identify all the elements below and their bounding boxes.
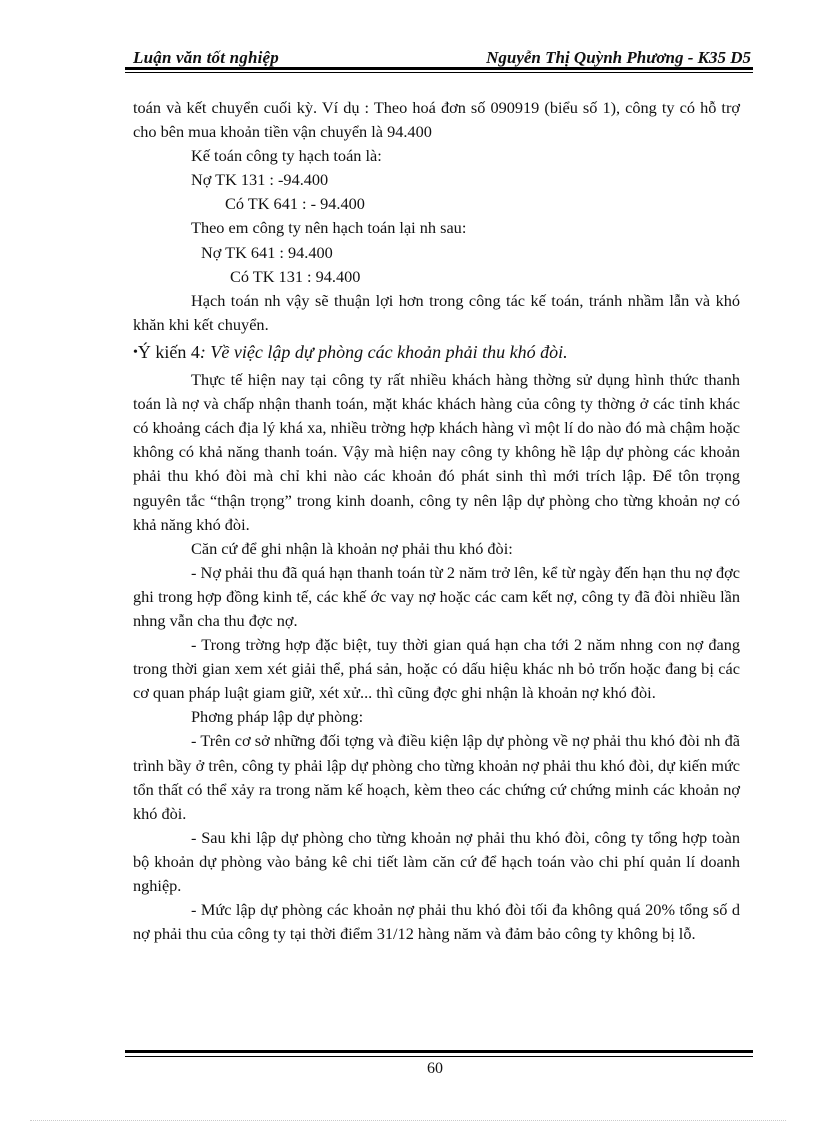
header-rule-thick xyxy=(125,67,753,70)
paragraph: - Trên cơ sở những đối tợng và điều kiện lập dự phòng về nợ phải thu khó đòi nh đã trình bầy ở trên, công ty phải lập dự phòng cho từng khoản nợ phải thu khó đòi, dự kiến mức tổn thất có thể xảy ra trong năm kế hoạch, kèm theo các chứng cứ chứng minh các khoản nợ khó đòi. xyxy=(133,731,740,823)
page-body xyxy=(133,96,740,946)
footer-rule-thin xyxy=(125,1056,753,1057)
page-edge-divider xyxy=(30,1120,786,1121)
paragraph: - Trong trờng hợp đặc biệt, tuy thời gian quá hạn cha tới 2 năm nhng con nợ đang trong thời gian xem xét giải thể, phá sản, hoặc có dấu hiệu khác nh bỏ trốn hoặc đang bị các cơ quan pháp luật giam giữ, xét xử... thì cũng đợc ghi nhận là khoản nợ khó đòi. xyxy=(133,635,740,703)
paragraph: - Sau khi lập dự phòng cho từng khoản nợ phải thu khó đòi, công ty tổng hợp toàn bộ khoản dự phòng vào bảng kê chi tiết làm căn cứ để hạch toán vào chi phí quản lí doanh nghiệp. xyxy=(133,827,740,895)
paragraph: Hạch toán nh vậy sẽ thuận lợi hơn trong công tác kế toán, tránh nhầm lẫn và khó khăn khi kết chuyển. xyxy=(133,290,740,334)
section-heading xyxy=(133,340,740,365)
journal-entry-credit: Có TK 131 : 94.400 xyxy=(230,266,361,286)
bullet-icon: • xyxy=(133,344,138,360)
paragraph: Thực tế hiện nay tại công ty rất nhiều khách hàng thờng sử dụng hình thức thanh toán là nợ và chấp nhận thanh toán, mặt khác khách hàng của công ty thờng ở các tỉnh khác có khoảng cách địa lý khá xa, nhiều trờng hợp khách hàng vì một lí do nào đó mà chậm hoặc không có khả năng thanh toán. Vậy mà hiện nay công ty không hề lập dự phòng các khoản phải thu khó đòi mà chỉ khi nào các khoản đó phát sinh thì mới trích lập. Để tôn trọng nguyên tắc “thận trọng” trong kinh doanh, công ty nên lập dự phòng cho từng khoản nợ có khả năng khó đòi. xyxy=(133,370,740,534)
paragraph: Theo em công ty nên hạch toán lại nh sau: xyxy=(191,218,467,238)
header-author: Nguyễn Thị Quỳnh Phương - K35 D5 xyxy=(486,48,751,67)
paragraph: Phơng pháp lập dự phòng: xyxy=(191,707,364,727)
page-number: 60 xyxy=(427,1060,443,1077)
paragraph: - Nợ phải thu đã quá hạn thanh toán từ 2 năm trở lên, kể từ ngày đến hạn thu nợ đợc ghi trong hợp đồng kinh tế, các khế ớc vay nợ hoặc các cam kết nợ, công ty đã đòi nhiều lần nhng vẫn cha thu đợc nợ. xyxy=(133,562,740,630)
paragraph: - Mức lập dự phòng các khoản nợ phải thu khó đòi tối đa không quá 20% tổng số d nợ phải thu của công ty tại thời điểm 31/12 hàng năm và đảm bảo công ty không bị lỗ. xyxy=(133,900,740,944)
paragraph: toán và kết chuyển cuối kỳ. Ví dụ : Theo hoá đơn số 090919 (biểu số 1), công ty có hỗ trợ cho bên mua khoản tiền vận chuyển là 94.400 xyxy=(133,98,740,142)
journal-entry-debit: Nợ TK 641 : 94.400 xyxy=(201,242,333,262)
footer-rule-thick xyxy=(125,1050,753,1053)
header-rule-thin xyxy=(125,72,753,73)
journal-entry-credit: Có TK 641 : - 94.400 xyxy=(225,194,365,214)
opinion-label: Ý kiến 4 xyxy=(137,341,200,362)
opinion-title: : Về việc lập dự phòng các khoản phải thu khó đòi. xyxy=(199,341,568,362)
paragraph: Căn cứ để ghi nhận là khoản nợ phải thu khó đòi: xyxy=(191,538,513,558)
header-thesis-label: Luận văn tốt nghiệp xyxy=(133,48,279,67)
paragraph: Kế toán công ty hạch toán là: xyxy=(191,146,382,166)
journal-entry-debit: Nợ TK 131 : -94.400 xyxy=(191,170,329,190)
